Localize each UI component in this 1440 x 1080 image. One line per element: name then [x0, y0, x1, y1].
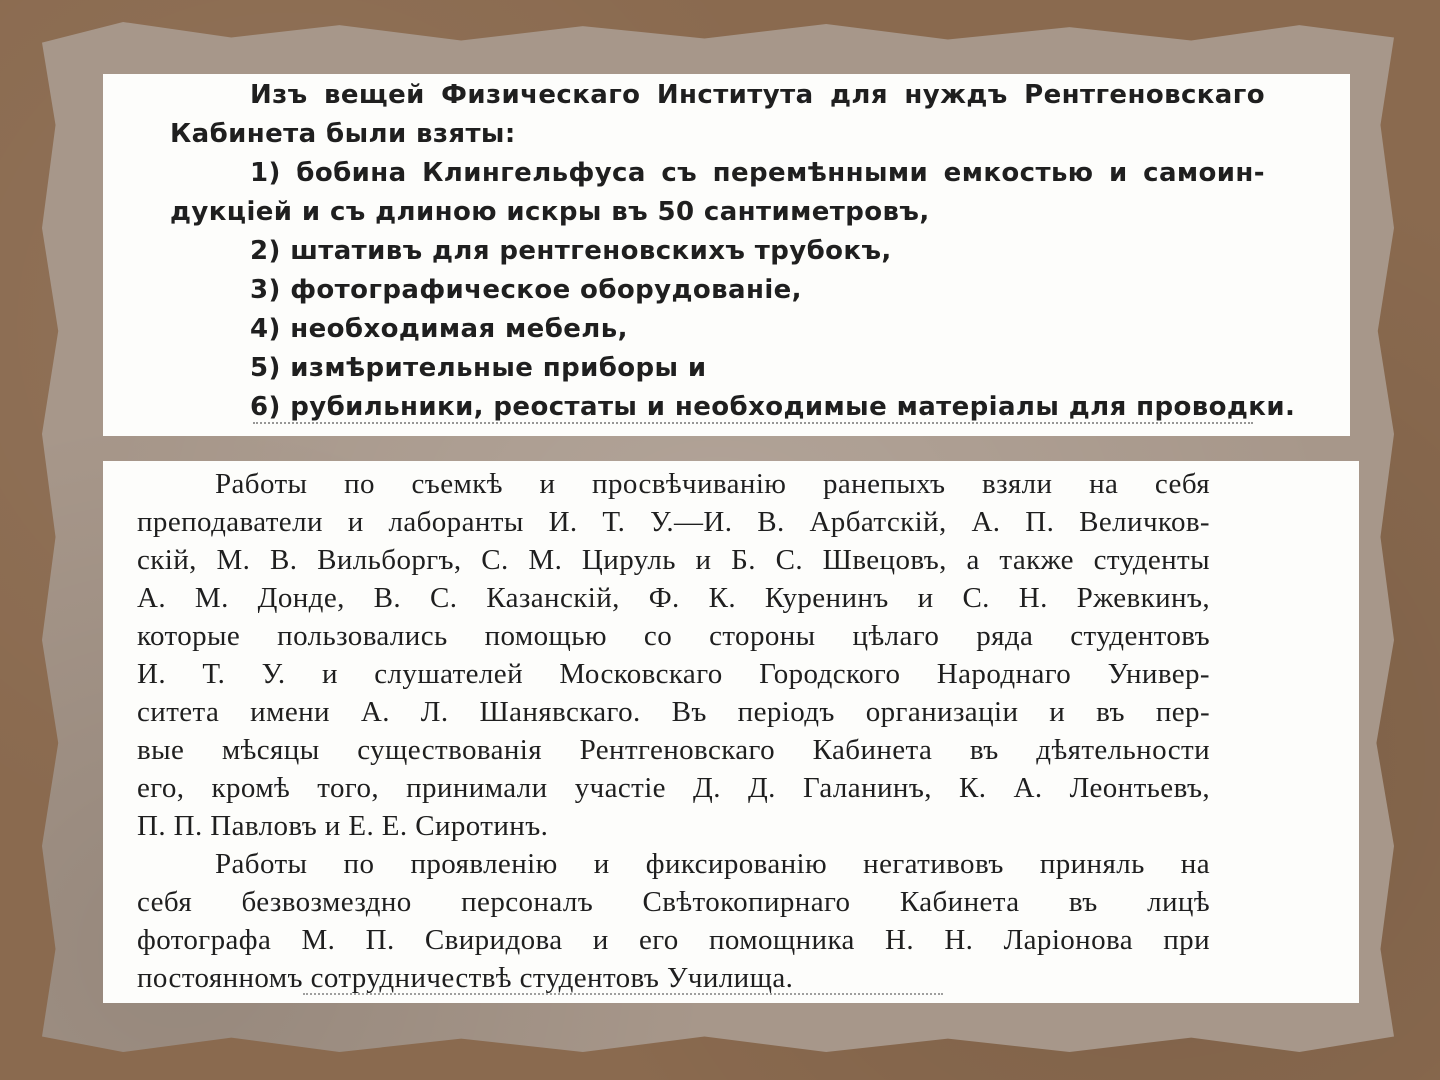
text-line: себя безвозмездно персоналъ Свѣтокопирнаго Кабинета въ лицѣ [137, 886, 1210, 918]
text-line: скій, М. В. Вильборгъ, С. М. Цируль и Б. С. Швецовъ, а также студенты [137, 544, 1210, 576]
text-line: 3) фотографическое оборудованіе, [250, 275, 802, 305]
text-line: Кабинета были взяты: [170, 119, 516, 149]
text-line: И. Т. У. и слушателей Московскаго Городского Народнаго Универ- [137, 658, 1210, 690]
text-line: преподаватели и лаборанты И. Т. У.—И. В. Арбатскій, А. П. Величков- [137, 506, 1210, 538]
text-line: его, кромѣ того, принимали участіе Д. Д. Галанинъ, К. А. Леонтьевъ, [137, 772, 1210, 804]
text-line: 6) рубильники, реостаты и необходимые матеріалы для проводки. [250, 392, 1296, 422]
text-line: П. П. Павловъ и Е. Е. Сиротинъ. [137, 810, 549, 842]
text-line: постоянномъ сотрудничествѣ студентовъ Училища. [137, 962, 794, 994]
cut-off-text-fragment [303, 993, 943, 1003]
scanned-excerpt-bottom [103, 461, 1359, 1003]
text-line: 2) штативъ для рентгеновскихъ трубокъ, [250, 236, 892, 266]
text-line: вые мѣсяцы существованія Рентгеновскаго Кабинета въ дѣятельности [137, 734, 1210, 766]
text-line: Работы по съемкѣ и просвѣчиванію ранепыхъ взяли на себя [215, 468, 1210, 500]
text-line: фотографа М. П. Свиридова и его помощника Н. Н. Ларіонова при [137, 924, 1210, 956]
text-line: А. М. Донде, В. С. Казанскій, Ф. К. Куренинъ и С. Н. Ржевкинъ, [137, 582, 1210, 614]
text-line: 5) измѣрительные приборы и [250, 353, 707, 383]
text-line: Работы по проявленію и фиксированію негативовъ приняль на [215, 848, 1210, 880]
text-line: 4) необходимая мебель, [250, 314, 628, 344]
text-line: которые пользовались помощью со стороны цѣлаго ряда студентовъ [137, 620, 1210, 652]
scanned-excerpt-top [103, 74, 1350, 436]
text-line: ситета имени А. Л. Шанявскаго. Въ періодъ организаціи и въ пер- [137, 696, 1210, 728]
text-line: Изъ вещей Физическаго Института для нуждъ Рентгеновскаго [250, 80, 1265, 110]
text-line: 1) бобина Клингельфуса съ перемѣнными емкостью и самоин- [250, 158, 1265, 188]
text-line: дукціей и съ длиною искры въ 50 сантиметровъ, [170, 197, 930, 227]
cut-off-text-fragment [253, 422, 1253, 436]
